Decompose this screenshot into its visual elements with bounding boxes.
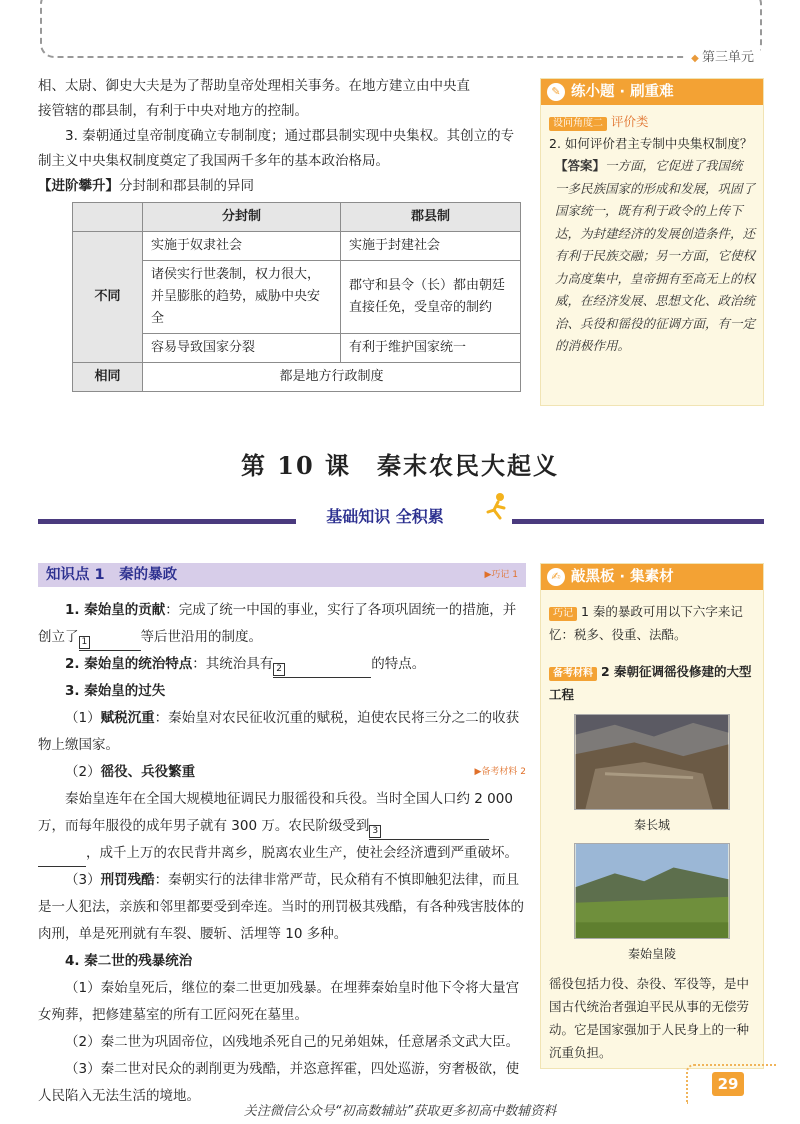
practice-header	[541, 79, 763, 105]
sub-item-text: ：秦始皇对农民征收沉重的赋税，迫使农民将三分之二的收获物上缴国家。	[38, 710, 520, 753]
practice-tag-text: 评价类	[611, 114, 649, 129]
sub-item-number: （1）	[65, 710, 101, 726]
practice-title: 练小题 · 刷重难	[571, 84, 674, 100]
practice-tag: 设问角度二	[549, 117, 607, 131]
kp1-item-3: 3. 秦始皇的过失	[65, 683, 166, 699]
table-row	[73, 232, 521, 261]
table-cell: 诸侯实行世袭制，权力很大，并呈膨胀的趋势，威胁中央安全	[143, 261, 341, 334]
point-3: 3. 秦朝通过皇帝制度确立专制制度；通过郡县制实现中央集权。其创立的专制主义中央集权制度奠定了我国两千多年的基本政治格局。	[38, 128, 515, 169]
page-number: 29	[712, 1072, 744, 1096]
top-frame	[40, 0, 762, 58]
material-block	[549, 660, 755, 706]
material-title: 2 秦朝征调徭役修建的大型工程	[549, 664, 752, 702]
compare-table	[72, 202, 521, 392]
kp1-item-1	[38, 597, 526, 651]
knowledge-point-ref: ▶巧记 1	[484, 570, 518, 580]
board-title: 敲黑板 · 集素材	[571, 569, 674, 585]
text-line: 接管辖的郡县制，有利于中央对地方的控制。	[38, 103, 308, 119]
table-row	[73, 363, 521, 392]
board-panel	[540, 563, 764, 1069]
advance-text: 分封制和郡县制的异同	[119, 178, 254, 194]
tip-block	[549, 600, 755, 646]
tip-tag: 巧记	[549, 607, 577, 621]
material-tag: 备考材料	[549, 667, 597, 681]
unit-label: ◆ 第三单元	[685, 46, 760, 65]
material-note: 徭役包括力役、杂役、军役等，是中国古代统治者强迫平民从事的无偿劳动。它是国家强加于人民身上的一种沉重负担。	[549, 976, 750, 1060]
section-banner: 基础知识 全积累	[326, 507, 444, 526]
item-text: 的特点。	[371, 656, 426, 672]
sub-item-1	[38, 705, 526, 759]
pencil-icon: ✎	[547, 83, 565, 101]
table-cell: 实施于奴隶社会	[143, 232, 341, 261]
item-label: 1. 秦始皇的贡献	[65, 602, 166, 618]
sub-item-q3: （3）秦二世对民众的剥削更为残酷，并恣意挥霍，四处巡游，穷奢极欲，使人民陷入无法生活的境地。	[38, 1061, 520, 1104]
runner-icon	[482, 492, 512, 520]
great-wall-photo	[574, 714, 730, 810]
table-cell: 实施于封建社会	[340, 232, 520, 261]
knowledge-point-bar	[38, 563, 526, 587]
item-text: ：完成了统一中国的事业，实行了各项巩固统一的措施，并创立了	[38, 602, 517, 645]
kp1-item-4: 4. 秦二世的残暴统治	[65, 953, 193, 969]
fill-blank-1	[79, 632, 141, 651]
blank-number: 1	[79, 636, 91, 649]
sub-item-number: （3）	[65, 872, 101, 888]
table-cell: 都是地方行政制度	[143, 363, 521, 392]
answer-label: 【答案】	[555, 158, 606, 173]
row-header-same: 相同	[73, 363, 143, 392]
practice-tag-line	[549, 111, 755, 133]
sub-item-label: 赋税沉重	[100, 710, 155, 726]
banner-line-left	[38, 519, 296, 524]
footer-note: 关注微信公众号“初高数辅站”获取更多初高中数辅资料	[243, 1104, 557, 1119]
sub-item-text: 秦始皇连年在全国大规模地征调民力服徭役和兵役。当时全国人口约 2 000 万，而每年服役的成年男子就有 300 万。农民阶级受到	[38, 791, 513, 834]
advance-line	[38, 174, 526, 199]
item-text: 等后世沿用的制度。	[140, 629, 262, 645]
blank-number: 3	[369, 825, 381, 838]
banner-line-right	[512, 519, 764, 524]
answer-text: 一方面，它促进了我国统一多民族国家的形成和发展，巩固了国家统一，既有利于政令的上传下达，为封建经济的发展创造条件，还有利于民族交融；另一方面，它使权力高度集中，皇帝拥有至高无上的权威，在经济发展、思想文化、政治统治、兵役和徭役的征调方面，有一定的消极作用。	[555, 158, 756, 353]
col-header-fenfeng: 分封制	[143, 203, 341, 232]
text-line: 相、太尉、御史大夫是为了帮助皇帝处理相关事务。在地方建立由中央直	[38, 78, 470, 94]
table-cell: 有利于维护国家统一	[340, 334, 520, 363]
practice-question: 2. 如何评价君主专制中央集权制度？	[549, 136, 753, 151]
item-text: ：其统治具有	[192, 656, 274, 672]
row-header-diff: 不同	[73, 232, 143, 363]
material-ref: ▶备考材料 2	[474, 767, 526, 777]
sub-item-label: 徭役、兵役繁重	[100, 764, 196, 780]
advance-label: 【进阶攀升】	[38, 178, 119, 194]
photo-caption: 秦始皇陵	[627, 947, 676, 961]
fill-blank-3	[369, 821, 489, 840]
sub-item-number: （2）	[65, 764, 101, 780]
table-header-row	[73, 203, 521, 232]
sub-item-text: ，成千上万的农民背井离乡，脱离农业生产，使社会经济遭到严重破坏。	[86, 845, 518, 861]
sub-item-2-heading	[38, 759, 526, 786]
kp1-body	[38, 597, 526, 1110]
board-header	[541, 564, 763, 590]
col-header-junxian: 郡县制	[340, 203, 520, 232]
knowledge-point-title: 知识点 1 秦的暴政	[46, 567, 178, 583]
sub-item-q2: （2）秦二世为巩固帝位，凶残地杀死自己的兄弟姐妹，任意屠杀文武大臣。	[65, 1034, 520, 1050]
table-cell: 容易导致国家分裂	[143, 334, 341, 363]
item-label: 2. 秦始皇的统治特点	[65, 656, 193, 672]
sub-item-2-body	[38, 786, 526, 867]
kp1-item-2	[38, 651, 526, 678]
practice-answer	[549, 155, 755, 358]
sub-item-label: 刑罚残酷	[100, 872, 155, 888]
sub-item-text: ：秦朝实行的法律非常严苛，民众稍有不慎即触犯法律，而且是一人犯法，亲族和邻里都要受到牵连。当时的刑罚极其残酷，有各种残害肢体的肉刑，单是死刑就有车裂、腰斩、活埋等 10 多种。	[38, 872, 524, 942]
hammer-icon: ✍	[547, 568, 565, 586]
fill-blank-3-cont	[38, 848, 86, 867]
mausoleum-photo	[574, 843, 730, 939]
lesson-title: 第 10 课 秦末农民大起义	[240, 451, 560, 480]
practice-panel	[540, 78, 764, 406]
top-text-block	[38, 74, 526, 199]
photo-caption: 秦长城	[633, 818, 670, 832]
fill-blank-2	[273, 659, 371, 678]
blank-number: 2	[273, 663, 285, 676]
sub-item-q1: （1）秦始皇死后，继位的秦二世更加残暴。在埋葬秦始皇时他下令将大量宫女殉葬，把修建墓室的所有工匠闷死在墓里。	[38, 980, 520, 1023]
table-cell: 郡守和县令（长）都由朝廷直接任免，受皇帝的制约	[340, 261, 520, 334]
table-corner	[73, 203, 143, 232]
tip-text: 1 秦的暴政可用以下六字来记忆：税多、役重、法酷。	[549, 604, 743, 642]
sub-item-3	[38, 867, 526, 948]
